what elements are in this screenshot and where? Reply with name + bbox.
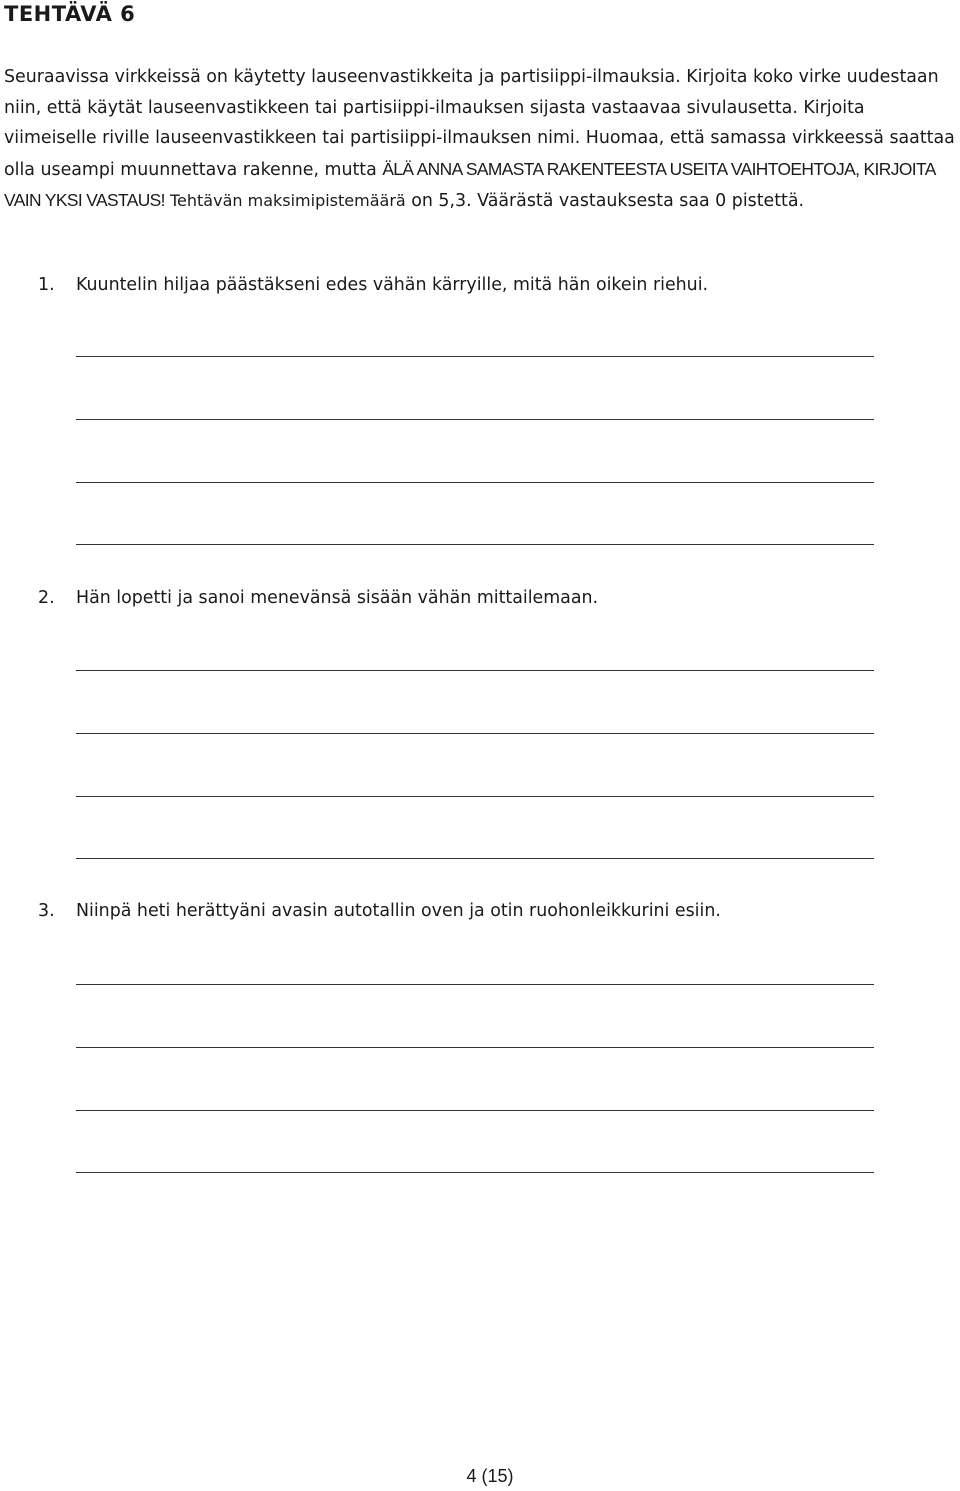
instructions-text: Seuraavissa virkkeissä on käytetty lauseenvastikkeita ja partisiippi-ilmauksia. Kirjoita koko virke uudestaan niin, että käytät lauseenvastikkeen tai partisiippi-ilmauksen sijasta vastaavaa sivulausetta. Kirjoita viimeiselle riville lauseenvastikkeen tai partisiippi-ilmauksen nimi. Huomaa, että samassa virkkeessä saattaa olla useampi muunnettava rakenne, mutta (4, 67, 955, 180)
task-2 (38, 588, 598, 608)
answer-line-1-1[interactable] (76, 356, 874, 357)
answer-line-3-4[interactable] (76, 1172, 874, 1173)
task-3 (38, 901, 721, 921)
task-number: 3. (38, 901, 55, 921)
answer-line-1-4[interactable] (76, 544, 874, 545)
answer-line-3-2[interactable] (76, 1047, 874, 1048)
answer-line-1-2[interactable] (76, 419, 874, 420)
answer-line-1-3[interactable] (76, 482, 874, 483)
answer-line-2-3[interactable] (76, 796, 874, 797)
instructions-max-points: Tehtävän maksimipistemäärä (164, 191, 406, 210)
task-sentence: Kuuntelin hiljaa päästäkseni edes vähän kärryille, mitä hän oikein riehui. (76, 275, 709, 295)
instructions-emphasis: ÄLÄ ANNA SAMASTA RAKENTEESTA USEITA VAIHTOEHTOJA, KIRJOITA VAIN YKSI VASTAUS! (4, 158, 935, 210)
task-number: 2. (38, 588, 55, 608)
instructions-paragraph (4, 62, 959, 217)
answer-line-3-3[interactable] (76, 1110, 874, 1111)
page-number: 4 (15) (466, 1466, 514, 1486)
answer-line-2-1[interactable] (76, 670, 874, 671)
answer-line-2-2[interactable] (76, 733, 874, 734)
answer-line-3-1[interactable] (76, 984, 874, 985)
instructions-scoring: on 5,3. Väärästä vastauksesta saa 0 pistettä. (405, 191, 805, 211)
task-sentence: Hän lopetti ja sanoi menevänsä sisään vähän mittailemaan. (76, 588, 599, 608)
page-title: TEHTÄVÄ 6 (4, 2, 136, 26)
task-sentence: Niinpä heti herättyäni avasin autotallin oven ja otin ruohonleikkurini esiin. (76, 901, 721, 921)
task-1 (38, 275, 708, 295)
task-number: 1. (38, 275, 55, 295)
answer-line-2-4[interactable] (76, 858, 874, 859)
